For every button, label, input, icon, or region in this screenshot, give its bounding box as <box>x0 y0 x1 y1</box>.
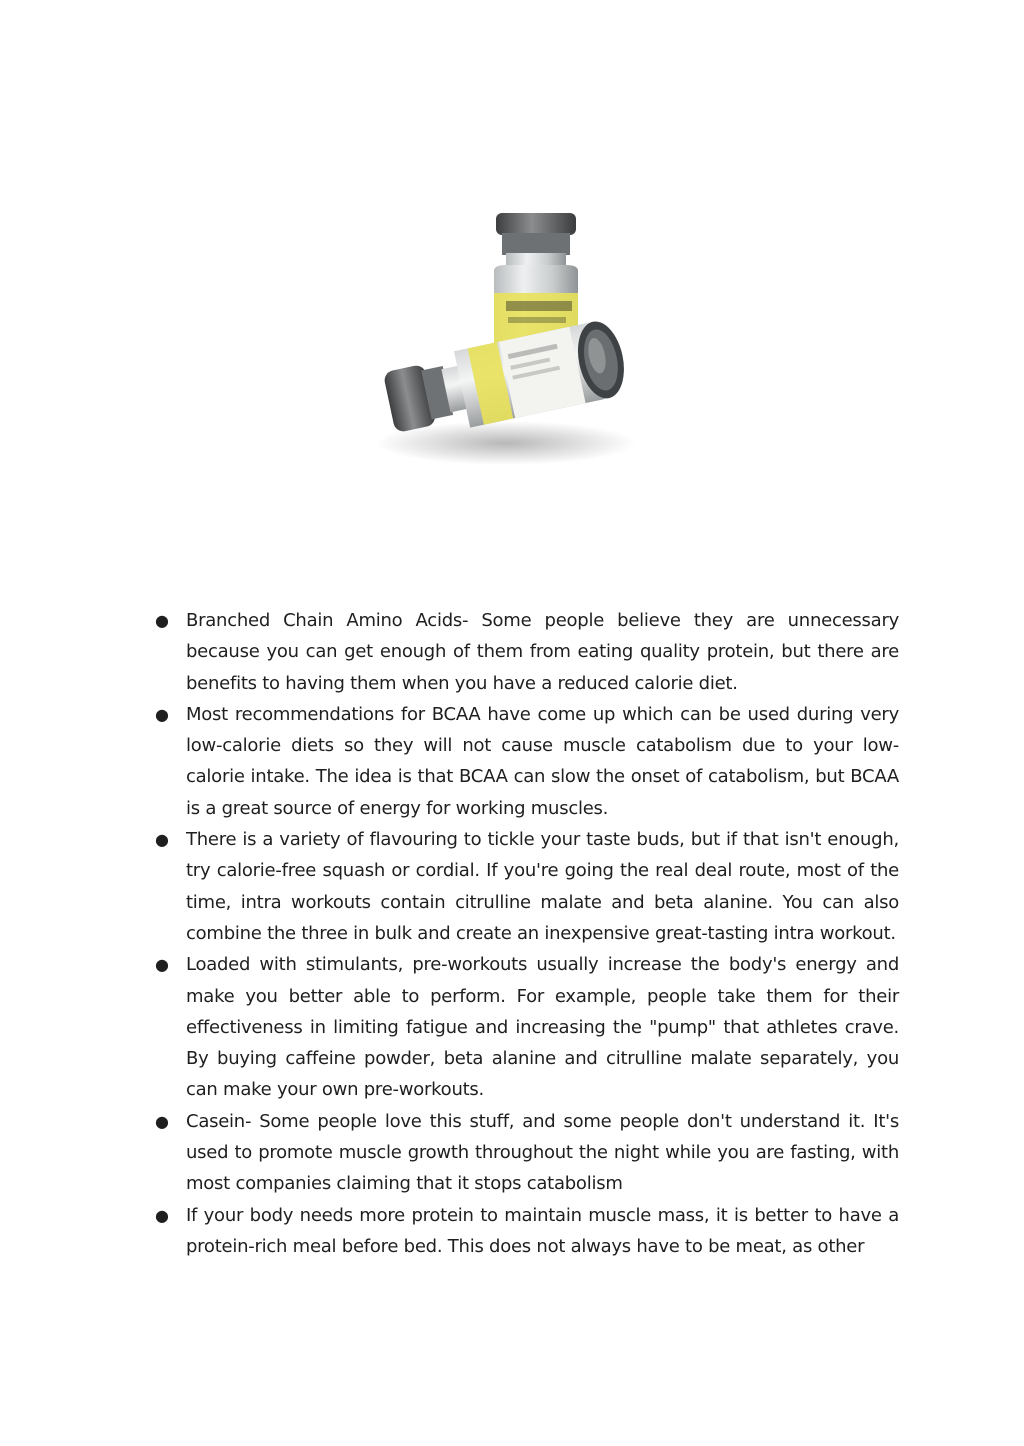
list-item <box>155 699 899 824</box>
list-item-text: Loaded with stimulants, pre-workouts usually increase the body's energy and make you better able to perform. For example, people take them for their effectiveness in limiting fatigue and increasing the "pump" that athletes crave. By buying caffeine powder, beta alanine and citrulline malate separately, you can make your own pre-workouts. <box>186 954 899 1101</box>
bullet-icon: ● <box>155 611 169 630</box>
bullet-icon: ● <box>155 704 169 724</box>
product-image <box>356 205 668 495</box>
bullet-icon: ● <box>155 1111 169 1131</box>
bullet-icon: ● <box>155 955 169 975</box>
list-item-text: There is a variety of flavouring to tickle your taste buds, but if that isn't enough, try calorie-free squash or cordial. If you're going the real deal route, most of the time, intra workouts contain citrulline malate and beta alanine. You can also combine the three in bulk and create an inexpensive great-tasting intra workout. <box>186 829 899 944</box>
list-item <box>155 949 899 1105</box>
list-item <box>155 824 899 949</box>
list-item <box>155 1106 899 1200</box>
medicine-vial-pair-image <box>356 205 668 495</box>
bullet-list <box>155 605 899 1262</box>
bullet-icon: ● <box>155 830 169 850</box>
list-item <box>155 605 899 699</box>
list-item-text: Most recommendations for BCAA have come up which can be used during very low-calorie diets so they will not cause muscle catabolism due to your low-calorie intake. The idea is that BCAA can slow the onset of catabolism, but BCAA is a great source of energy for working muscles. <box>186 703 899 819</box>
list-item-text: If your body needs more protein to maintain muscle mass, it is better to have a protein-rich meal before bed. This does not always have to be meat, as other <box>186 1204 899 1257</box>
bullet-icon: ● <box>155 1205 169 1225</box>
list-item-text: Branched Chain Amino Acids- Some people believe they are unnecessary because you can get enough of them from eating quality protein, but there are benefits to having them when you have a reduced calorie diet. <box>186 610 899 694</box>
list-item-text: Casein- Some people love this stuff, and some people don't understand it. It's used to promote muscle growth throughout the night while you are fasting, with most companies claiming that it stops catabolism <box>186 1110 899 1195</box>
list-item <box>155 1200 899 1263</box>
